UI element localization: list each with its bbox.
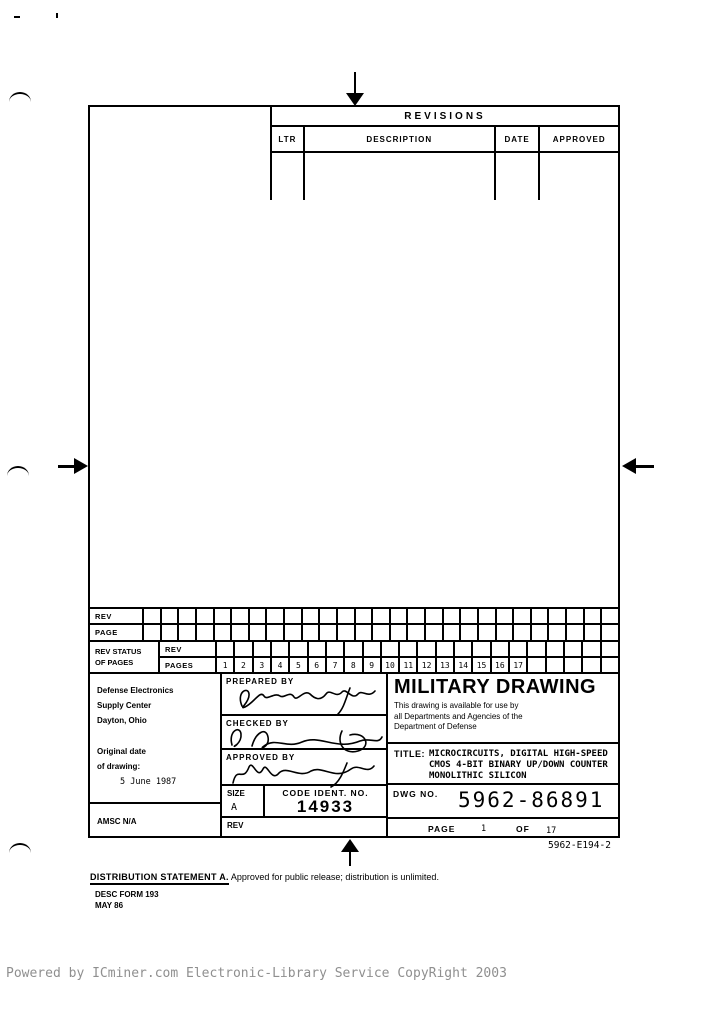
grid-cell: [453, 642, 471, 656]
revisions-title: REVISIONS: [272, 107, 618, 127]
grid-cell: [471, 642, 489, 656]
prepared-by-cell: [222, 674, 386, 714]
grid-cell: [248, 609, 266, 623]
grid-cell: [495, 609, 513, 623]
page-number: 1: [481, 824, 487, 834]
grid-cell: [563, 642, 581, 656]
grid-cell: [252, 642, 270, 656]
drawing-title-text: MICROCIRCUITS, DIGITAL HIGH-SPEED CMOS 4-BIT BINARY UP/DOWN COUNTER MONOLITHIC SILICON: [429, 749, 608, 781]
grid-cell: [424, 625, 442, 640]
revisions-empty-row: [272, 153, 618, 200]
approved-by-signature: [227, 757, 377, 789]
original-date-label: Original date of drawing:: [97, 747, 146, 771]
scan-arc-mark: [9, 843, 31, 853]
grid-cell: [406, 625, 424, 640]
grid-cell: [195, 625, 213, 640]
revisions-col-ltr: LTR: [272, 127, 305, 151]
revisions-header-row: [272, 127, 618, 153]
military-drawing-cell: [388, 674, 618, 742]
distribution-statement-text: Approved for public release; distribution is unlimited.: [228, 872, 439, 882]
grid-cell: [142, 625, 160, 640]
grid-cell: [215, 642, 233, 656]
rev-status-of-pages-block: [90, 642, 618, 674]
military-drawing-description: This drawing is available for use by all Departments and Agencies of the Department of Defense: [394, 701, 523, 731]
page-number-cell: 6: [307, 658, 325, 674]
grid-cell: [160, 609, 178, 623]
grid-cell: [336, 609, 354, 623]
code-ident-label: CODE IDENT. NO.: [282, 788, 369, 798]
grid-cell: [600, 609, 618, 623]
approved-by-label: APPROVED BY: [226, 753, 296, 762]
title-block: [90, 672, 618, 836]
revisions-col-date: DATE: [496, 127, 541, 151]
page-number-cell: 3: [252, 658, 270, 674]
grid-cell: [318, 625, 336, 640]
desc-form-id: DESC FORM 193 MAY 86: [95, 890, 159, 910]
page-number-cell: 5: [288, 658, 306, 674]
grid-cell: [213, 625, 231, 640]
scan-mark: [14, 16, 20, 18]
grid-cell: [177, 625, 195, 640]
grid-cell: [283, 609, 301, 623]
grid-cell: [336, 625, 354, 640]
grid-cell: [270, 642, 288, 656]
of-label: OF: [516, 824, 530, 834]
grid-cell: [442, 609, 460, 623]
rev-status-of-pages-label: REV STATUS OF PAGES: [90, 642, 160, 674]
grid-cell: [248, 625, 266, 640]
grid-cell: [362, 642, 380, 656]
grid-cell: [530, 609, 548, 623]
scan-arc-mark: [7, 466, 29, 476]
title-label: TITLE:: [394, 749, 425, 759]
grid-cell: [233, 642, 251, 656]
rev-cell-label: REV: [227, 821, 244, 830]
grid-cell: [547, 625, 565, 640]
grid-cell: [526, 642, 544, 656]
page-number-cell: 13: [435, 658, 453, 674]
checked-by-label: CHECKED BY: [226, 719, 289, 728]
grid-cell: [301, 609, 319, 623]
drawing-title-cell: [388, 742, 618, 783]
grid-cell: [512, 609, 530, 623]
checked-by-signature: [224, 723, 386, 759]
revisions-table: [270, 107, 618, 200]
grid-cell: [343, 642, 361, 656]
military-drawing-heading: MILITARY DRAWING: [394, 676, 597, 698]
grid-cell: [547, 609, 565, 623]
revisions-col-description: DESCRIPTION: [305, 127, 496, 151]
grid-cell: [459, 625, 477, 640]
revisions-col-approved: APPROVED: [552, 135, 606, 144]
page-number-cell: 16: [490, 658, 508, 674]
dwg-no-label: DWG NO.: [393, 789, 439, 799]
grid-cell: [265, 609, 283, 623]
size-label: SIZE: [227, 789, 245, 798]
sub-rev-row: [160, 642, 618, 658]
page-row-label: PAGE: [95, 628, 118, 637]
page-row: [90, 625, 618, 642]
grid-cell: [490, 642, 508, 656]
grid-cell: [389, 625, 407, 640]
grid-cell: [477, 625, 495, 640]
grid-cell: [442, 625, 460, 640]
approval-column: [222, 674, 388, 836]
page-number-cell: 9: [362, 658, 380, 674]
grid-cell: [283, 625, 301, 640]
page-number-cell: 15: [471, 658, 489, 674]
grid-cell: [398, 642, 416, 656]
sub-rev-label: REV: [165, 645, 182, 654]
grid-cell: [512, 625, 530, 640]
page-number-cell: 1: [215, 658, 233, 674]
dwg-no-cell: [388, 783, 618, 817]
grid-cell: [565, 625, 583, 640]
scan-arc-mark: [9, 92, 31, 102]
grid-cell: [435, 642, 453, 656]
rev-row: [90, 609, 618, 625]
size-value: A: [231, 802, 238, 813]
distribution-statement-label: DISTRIBUTION STATEMENT A.: [90, 872, 229, 885]
code-ident-value: 14933: [296, 797, 355, 816]
size-cell: [222, 786, 265, 816]
grid-cell: [530, 625, 548, 640]
grid-cell: [230, 609, 248, 623]
dwg-no-value: 5962-86891: [458, 788, 605, 812]
page-number-cell: 10: [380, 658, 398, 674]
library-watermark: Powered by ICminer.com Electronic-Library Service CopyRight 2003: [6, 966, 507, 981]
original-date-value: 5 June 1987: [120, 777, 177, 787]
grid-cell: [583, 625, 601, 640]
grid-cell: [583, 609, 601, 623]
agency-column: [90, 674, 222, 836]
grid-cell: [177, 609, 195, 623]
grid-cell: [307, 642, 325, 656]
grid-cell: [288, 642, 306, 656]
scan-mark: [56, 13, 58, 18]
agency-name: Defense Electronics Supply Center Dayton, Ohio: [97, 686, 174, 725]
form-code: 5962-E194-2: [548, 840, 611, 851]
grid-cell: [459, 609, 477, 623]
grid-cell: [213, 609, 231, 623]
grid-cell: [318, 609, 336, 623]
rev-row-label: REV: [95, 612, 112, 621]
prepared-by-signature: [228, 682, 380, 716]
page-label: PAGE: [428, 824, 456, 834]
drawing-form-border: [88, 105, 620, 838]
grid-cell: [380, 642, 398, 656]
grid-cell: [545, 642, 563, 656]
grid-cell: [142, 609, 160, 623]
grid-cell: [600, 642, 618, 656]
page-count-cell: [388, 817, 618, 838]
grid-cell: [424, 609, 442, 623]
rev-cell: [222, 816, 386, 838]
amsc-number: AMSC N/A: [90, 802, 220, 836]
grid-cell: [389, 609, 407, 623]
grid-cell: [508, 642, 526, 656]
grid-cell: [354, 609, 372, 623]
page-number-cell: 4: [270, 658, 288, 674]
grid-cell: [265, 625, 283, 640]
drawing-info-column: [388, 674, 618, 836]
grid-cell: [416, 642, 434, 656]
page-number-cell: 12: [416, 658, 434, 674]
grid-cell: [406, 609, 424, 623]
page-number-cell: 14: [453, 658, 471, 674]
rev-status-grid: [90, 607, 618, 674]
page-number-cell: 17: [508, 658, 526, 674]
grid-cell: [565, 609, 583, 623]
prepared-by-label: PREPARED BY: [226, 677, 295, 686]
page-number-cell: 8: [343, 658, 361, 674]
grid-cell: [301, 625, 319, 640]
grid-cell: [495, 625, 513, 640]
grid-cell: [371, 625, 389, 640]
grid-cell: [371, 609, 389, 623]
grid-cell: [600, 625, 618, 640]
page-number-cell: 2: [233, 658, 251, 674]
grid-cell: [477, 609, 495, 623]
code-ident-cell: [265, 786, 386, 816]
distribution-statement: [90, 872, 439, 882]
checked-by-cell: [222, 714, 386, 748]
sub-pages-label: PAGES: [165, 661, 194, 670]
grid-cell: [230, 625, 248, 640]
grid-cell: [325, 642, 343, 656]
total-pages: 17: [546, 826, 557, 836]
grid-cell: [354, 625, 372, 640]
page-number-cell: 11: [398, 658, 416, 674]
page-number-cell: 7: [325, 658, 343, 674]
grid-cell: [195, 609, 213, 623]
grid-cell: [160, 625, 178, 640]
grid-cell: [581, 642, 599, 656]
